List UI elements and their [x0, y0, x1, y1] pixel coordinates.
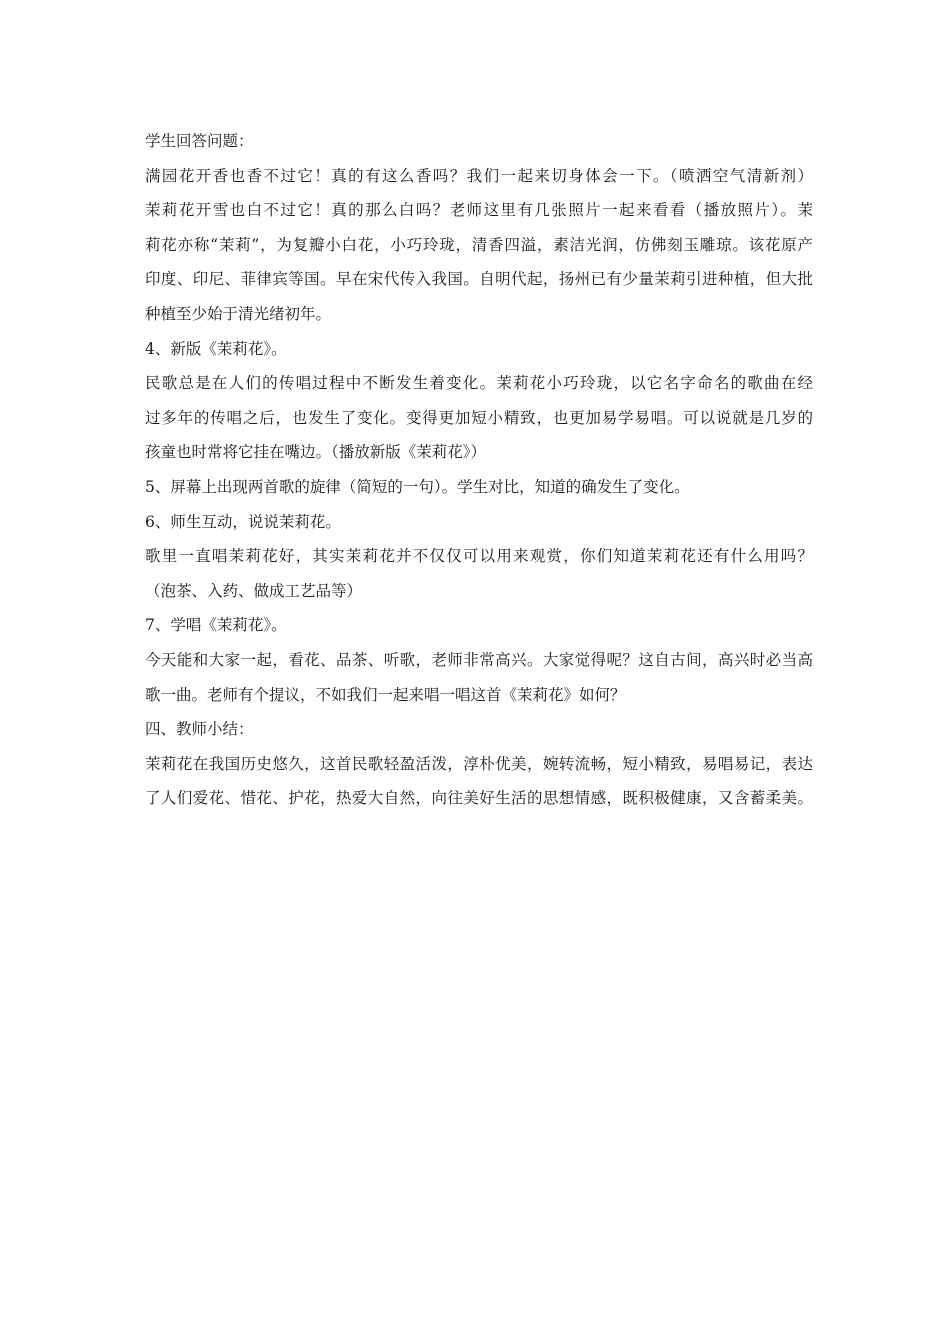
text-line-19: 茉莉花在我国历史悠久，这首民歌轻盈活泼，淳朴优美，婉转流畅，短小精致，易唱易记，表达 [145, 754, 813, 773]
document-body [145, 124, 813, 816]
text-line-9: 过多年的传唱之后，也发生了变化。变得更加短小精致，也更加易学易唱。可以说就是几岁的 [145, 408, 813, 427]
text-line-4: 莉花亦称“茉莉”，为复瓣小白花，小巧玲珑，清香四溢，素洁光润，仿佛刻玉雕琼。该花原产 [145, 235, 813, 254]
text-line-17: 歌一曲。老师有个提议，不如我们一起来唱一唱这首《茉莉花》如何？ [145, 685, 626, 704]
text-line-13: 歌里一直唱茉莉花好，其实茉莉花并不仅仅可以用来观赏，你们知道茉莉花还有什么用吗？ [145, 547, 813, 566]
text-line-16: 今天能和大家一起，看花、品茶、听歌，老师非常高兴。大家觉得呢？这自古间，高兴时必当高 [145, 650, 813, 669]
section-heading-6: 6、师生互动，说说茉莉花。 [145, 512, 341, 531]
text-line-1: 学生回答问题： [145, 132, 254, 150]
text-line-10: 孩童也时常将它挂在嘴边。（播放新版《茉莉花》） [145, 443, 487, 462]
section-heading-7: 7、学唱《茉莉花》。 [145, 616, 287, 635]
section-heading-summary: 四、教师小结： [145, 720, 254, 739]
section-heading-4: 4、新版《茉莉花》。 [145, 339, 287, 358]
text-line-20: 了人们爱花、惜花、护花，热爱大自然，向往美好生活的思想情感，既积极健康，又含蓄柔美。 [145, 789, 813, 808]
text-line-5: 印度、印尼、菲律宾等国。早在宋代传入我国。自明代起，扬州已有少量茉莉引进种植，但大批 [145, 270, 813, 289]
text-line-14: （泡茶、入药、做成工艺品等） [145, 581, 363, 600]
text-line-2: 满园花开香也香不过它！真的有这么香吗？我们一起来切身体会一下。（喷洒空气清新剂） [145, 166, 813, 185]
text-line-6: 种植至少始于清光绪初年。 [145, 304, 332, 323]
text-line-3: 茉莉花开雪也白不过它！真的那么白吗？老师这里有几张照片一起来看看（播放照片）。茉 [145, 201, 813, 220]
section-heading-5: 5、屏幕上出现两首歌的旋律（简短的一句）。学生对比，知道的确发生了变化。 [145, 477, 690, 496]
text-line-8: 民歌总是在人们的传唱过程中不断发生着变化。茉莉花小巧玲珑，以它名字命名的歌曲在经 [145, 374, 813, 393]
